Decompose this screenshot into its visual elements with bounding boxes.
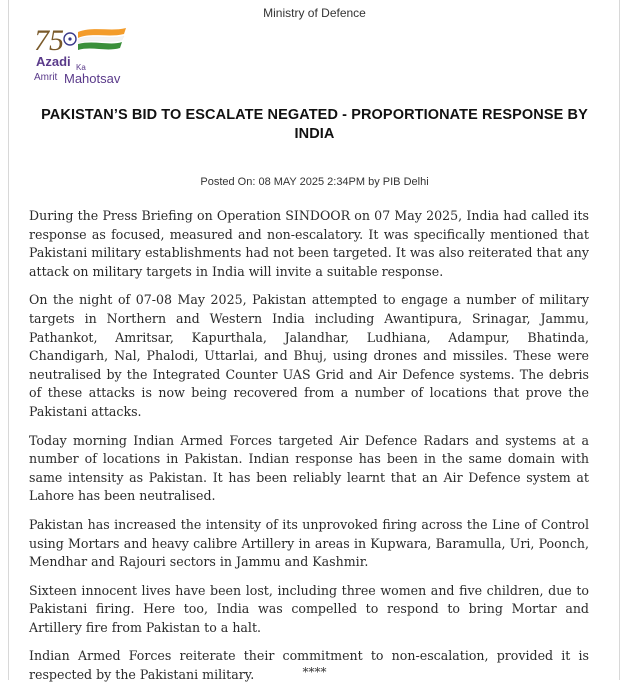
ministry-name: Ministry of Defence: [263, 6, 366, 20]
article-title: PAKISTAN’S BID TO ESCALATE NEGATED - PROPORTIONATE RESPONSE BY INDIA: [41, 107, 588, 142]
paragraph: Today morning Indian Armed Forces targeted Air Defence Radars and systems at a number of locations in Pakistan. Indian response has been in the same domain with same intensity as Pakistan. It has been reliably learnt that an Air Defence system at Lahore has been neutralised.: [29, 432, 589, 504]
paragraph: Indian Armed Forces reiterate their commitment to non-escalation, provided it is respected by the Pakistani military.: [29, 648, 589, 683]
article-body: [29, 207, 589, 695]
end-marker: ****: [302, 665, 327, 679]
logo-ka: Ka: [76, 63, 86, 72]
logo-mahotsav: Mahotsav: [64, 71, 121, 86]
paragraph: On the night of 07-08 May 2025, Pakistan attempted to engage a number of military targets in Northern and Western India including Awantipura, Srinagar, Jammu, Pathankot, Amritsar, Kapurthala, Jalandhar, Ludhiana, Adampur, Bhatinda, Chandigarh, Nal, Phalodi, Uttarlai, and Bhuj, using drones and missiles. These were neutralised by the Integrated Counter UAS Grid and Air Defence systems. The debris of these attacks is now being recovered from a number of locations that prove the Pakistani attacks.: [29, 292, 589, 419]
logo-azadi: Azadi: [36, 54, 71, 69]
paragraph: Sixteen innocent lives have been lost, including three women and five children, due to Pakistani firing. Here too, India was compelled to respond to bring Mortar and Artillery fire from Pakistan to a halt.: [29, 582, 589, 635]
logo-amrit: Amrit: [34, 72, 58, 83]
flag-green-stripe: [78, 42, 122, 50]
azadi-ka-amrit-mahotsav-logo: [32, 22, 182, 90]
posted-on: Posted On: 08 MAY 2025 2:34PM by PIB Delhi: [200, 176, 429, 188]
logo-graphic: [32, 22, 182, 90]
paragraph: Pakistan has increased the intensity of its unprovoked firing across the Line of Control using Mortars and heavy calibre Artillery in areas in Kupwara, Baramulla, Uri, Poonch, Mendhar and Rajouri sectors in Jammu and Kashmir.: [29, 516, 589, 570]
flag-saffron-stripe: [78, 28, 126, 38]
paragraph: During the Press Briefing on Operation SINDOOR on 07 May 2025, India had called its response as focused, measured and non-escalatory. It was specifically mentioned that Pakistani military establishments had not been targeted. It was also reiterated that any attack on military targets in India will invite a suitable response.: [29, 208, 589, 279]
logo-number: 75: [34, 24, 64, 57]
